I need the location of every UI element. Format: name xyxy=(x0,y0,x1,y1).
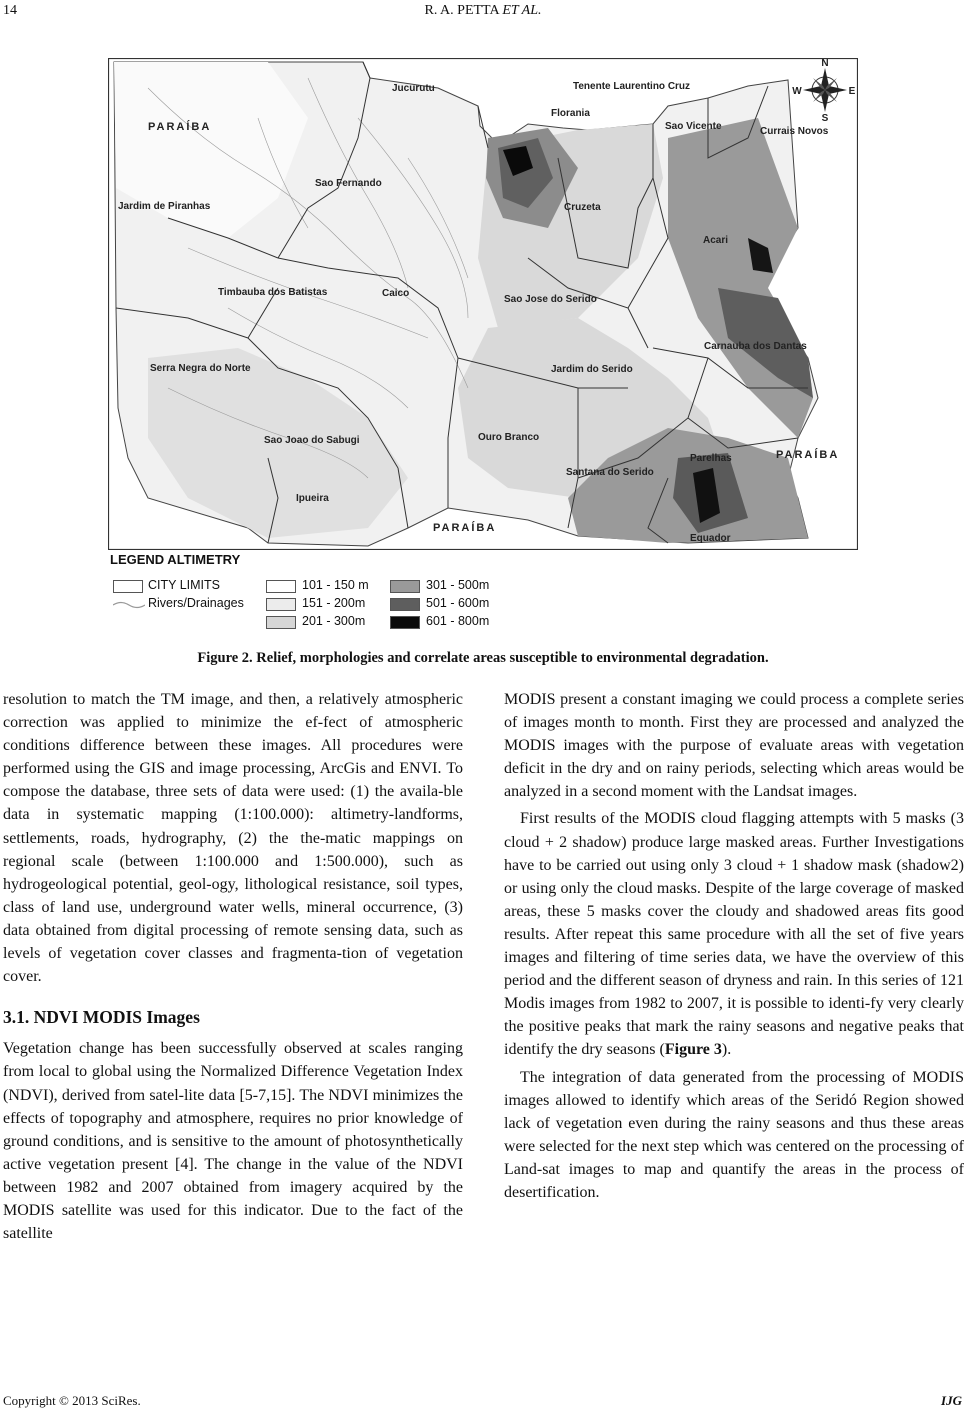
left-column xyxy=(3,688,463,1245)
label-jucurutu: Jucurutu xyxy=(392,83,435,94)
legend-swatch-class-2 xyxy=(266,598,296,611)
right-paragraph-1: MODIS present a constant imaging we could process a complete series of images month to month. First they are processed and analyzed the MODIS images with the purpose of evaluate areas with vegetation deficit in the dry and on rainy periods, selecting which areas would be analyzed in a second moment with the Landsat images. xyxy=(504,691,964,801)
legend-class-6: 601 - 800m xyxy=(426,614,490,628)
right-column xyxy=(504,688,964,1204)
label-currais-novos: Currais Novos xyxy=(760,126,829,137)
label-jardim-piranhas: Jardim de Piranhas xyxy=(118,201,211,212)
label-parelhas: Parelhas xyxy=(690,453,732,464)
label-paraiba-e: PARAÍBA xyxy=(776,449,840,461)
legend-swatch-class-3 xyxy=(266,616,296,629)
footer-journal: IJG xyxy=(941,1393,962,1408)
figure-3-link[interactable]: Figure 3 xyxy=(664,1041,722,1059)
page-number: 14 xyxy=(3,3,17,18)
section-heading: 3.1. NDVI MODIS Images xyxy=(3,1007,200,1028)
running-header-etal: ET AL. xyxy=(502,3,542,18)
compass-s: S xyxy=(821,113,829,124)
running-header xyxy=(0,3,966,19)
compass-e: E xyxy=(848,86,856,97)
legend-swatch-class-6 xyxy=(390,616,420,629)
right-paragraph-2 xyxy=(504,807,964,1061)
label-ouro-branco: Ouro Branco xyxy=(478,432,540,443)
label-tenente: Tenente Laurentino Cruz xyxy=(573,81,691,92)
legend-city-limits: CITY LIMITS xyxy=(148,578,221,592)
footer-copyright: Copyright © 2013 SciRes. xyxy=(3,1393,141,1408)
label-sao-fernando: Sao Fernando xyxy=(315,178,382,189)
compass-w: W xyxy=(792,86,802,97)
label-caico: Caico xyxy=(382,288,410,299)
label-paraiba-s: PARAÍBA xyxy=(433,522,497,534)
label-serra-negra: Serra Negra do Norte xyxy=(150,363,251,374)
legend-class-5: 501 - 600m xyxy=(426,596,490,610)
label-sao-vicente: Sao Vicente xyxy=(665,121,722,132)
right-paragraph-3: The integration of data generated from the processing of MODIS images allowed to identify which areas of the Seridó Region showed lack of vegetation even during the rainy seasons and thus these areas were selected for the next step which was centered on the processing of Land-sat images to map and quantify the areas in the process of desertification. xyxy=(504,1068,964,1201)
left-paragraph-1: resolution to match the TM image, and then, a relatively atmospheric correction was applied to minimize the ef-fect of atmospheric conditions difference between these images. All procedures were performed using the GIS and image processing, ArcGis and ENVI. To compose the database, three sets of data were used: (1) the availa-ble data in systematic mapping (1:100.000): altimetry-landforms, settlements, roads, hydrography, (2) the the-matic mappings on regional scale (between 1:100.000 and 1:500.000), such as hydrogeological potential, geol-ogy, lithological resistance, soil types, class of land use, underground water wells, mineral occurrence, (3) data obtained from digital processing of remote sensing data, such as levels of vegetation cover classes and fragmenta-tion of vegetation cover. xyxy=(3,691,463,986)
running-header-authors: R. A. PETTA xyxy=(424,3,503,18)
label-equador: Equador xyxy=(690,533,731,544)
legend-swatch-class-5 xyxy=(390,598,420,611)
label-ipueira: Ipueira xyxy=(296,493,329,504)
left-paragraph-2: Vegetation change has been successfully observed at scales ranging from local to global using the Normalized Difference Vegetation Index (NDVI), derived from satel-lite data [5-7,15]. The NDVI minimizes the effects of topography and atmosphere, requires no prior knowledge of ground conditions, and is sensitive to the amount of photosynthetically active vegetation present [4]. The change in the value of the NDVI between 1982 and 2007 obtained from imagery acquired by the MODIS satellite was used for this indicator. Due to the fact of the satellite xyxy=(3,1040,463,1243)
label-timbauba: Timbauba dos Batistas xyxy=(218,287,328,298)
legend-class-4: 301 - 500m xyxy=(426,578,490,592)
label-santana: Santana do Serido xyxy=(566,467,654,478)
right-paragraph-2-text: First results of the MODIS cloud flagging attempts with 5 masks (3 cloud + 2 shadow) produce large masked areas. Further Investigations have to be carried out using only 3 cloud + 1 shadow mask (shadow2) or using only the cloud masks. Despite of the large coverage of masked areas, these 5 masks cover the cloudy and shadowed areas fits good results. After repeat this same procedure with all the set of five years images and filtering of time series data, we have the overview of this period and the different season of dryness and rain. In this series of 121 Modis images from 1982 to 2007, it is possible to identi-fy very clearly the positive peaks that mark the rainy seasons and negative peaks that identify the dry seasons ( xyxy=(504,810,964,1059)
label-sao-jose: Sao Jose do Serido xyxy=(504,294,597,305)
label-florania: Florania xyxy=(551,108,590,119)
map-legend xyxy=(110,552,530,632)
legend-swatch-rivers xyxy=(113,600,145,610)
compass-n: N xyxy=(821,58,829,69)
legend-rivers: Rivers/Drainages xyxy=(148,596,244,610)
legend-title: LEGEND ALTIMETRY xyxy=(110,552,241,567)
legend-class-3: 201 - 300m xyxy=(302,614,366,628)
label-sao-joao: Sao Joao do Sabugi xyxy=(264,435,360,446)
legend-swatch-class-4 xyxy=(390,580,420,593)
right-paragraph-2-end: ). xyxy=(721,1041,732,1059)
legend-swatch-city-limits xyxy=(113,580,143,593)
label-cruzeta: Cruzeta xyxy=(564,202,601,213)
legend-class-2: 151 - 200m xyxy=(302,596,366,610)
figure-caption: Figure 2. Relief, morphologies and correlate areas susceptible to environmental degradation. xyxy=(197,650,769,666)
legend-swatch-class-1 xyxy=(266,580,296,593)
label-paraiba-nw: PARAÍBA xyxy=(148,121,212,133)
label-acari: Acari xyxy=(703,235,729,246)
relief-map xyxy=(108,58,858,550)
legend-class-1: 101 - 150 m xyxy=(302,578,369,592)
relief-map-figure xyxy=(108,58,858,550)
label-carnauba: Carnauba dos Dantas xyxy=(704,341,807,352)
label-jardim-serido: Jardim do Serido xyxy=(551,364,633,375)
